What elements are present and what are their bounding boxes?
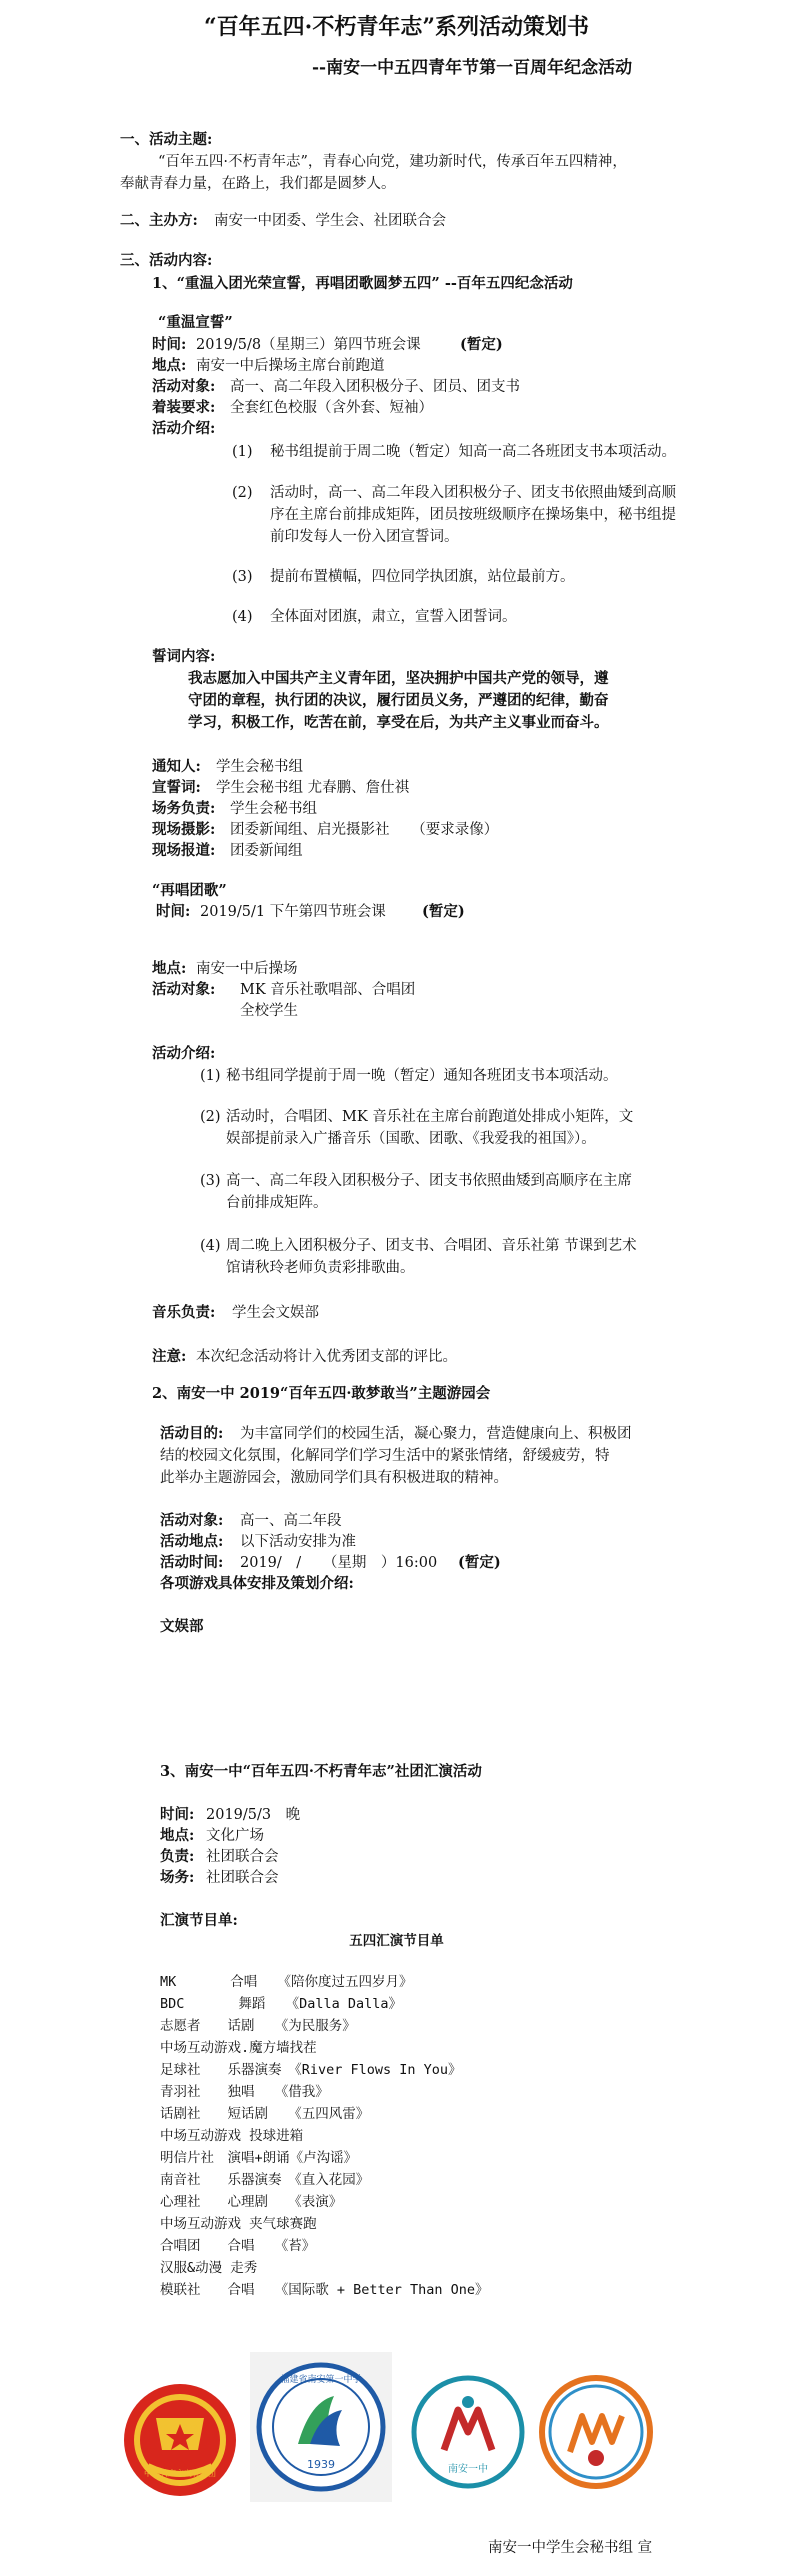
- program-title: 五四汇演节目单: [349, 1933, 444, 1949]
- role-label: 通知人:: [152, 758, 201, 775]
- song-step-num: (2): [200, 1109, 221, 1125]
- song-step-line: 馆请秋玲老师负责彩排歌曲。: [226, 1260, 415, 1276]
- program-item: 青羽社 独唱 《借我》: [160, 2084, 329, 2100]
- oath-place-label: 地点:: [152, 357, 187, 374]
- program-item: 中场互动游戏.魔方墙找茬: [160, 2040, 317, 2056]
- svg-text:福建省南安第一中学: 福建省南安第一中学: [280, 2375, 362, 2385]
- signature: 南安一中学生会秘书组 宣: [488, 2540, 653, 2556]
- song-step-num: (1): [200, 1068, 221, 1084]
- purpose-label: 活动目的:: [160, 1425, 224, 1442]
- purpose-line: 结的校园文化氛围，化解同学们学习生活中的紧张情绪，舒缓疲劳，特: [160, 1448, 610, 1464]
- youth-league-emblem: [118, 2378, 242, 2502]
- part2-time-note: (暂定): [458, 1554, 501, 1571]
- oath-intro-label: 活动介绍:: [152, 420, 216, 437]
- purpose-line: 为丰富同学们的校园生活，凝心聚力，营造健康向上、积极团: [240, 1426, 632, 1442]
- song-time-value: 2019/5/1 下午第四节班会课: [200, 904, 386, 920]
- role-value: 学生会秘书组: [230, 801, 317, 817]
- student-union-emblem: [408, 2372, 528, 2492]
- page-title: “百年五四·不朽青年志”系列活动策划书: [204, 14, 589, 40]
- role-value: 团委新闻组、启光摄影社 （要求录像）: [230, 822, 499, 838]
- oath-step-line: 序在主席台前排成矩阵，团员按班级顺序在操场集中，秘书组提: [270, 507, 676, 523]
- song-heading: “再唱团歌”: [152, 882, 227, 899]
- song-time-note: (暂定): [422, 903, 465, 920]
- theme-label: 一、活动主题:: [120, 131, 213, 148]
- part3-owner-value: 社团联合会: [206, 1849, 279, 1865]
- role-label: 现场摄影:: [152, 821, 216, 838]
- page-subtitle: --南安一中五四青年节第一百周年纪念活动: [312, 58, 633, 78]
- song-target-value: 全校学生: [240, 1003, 298, 1019]
- part3-venue-value: 社团联合会: [206, 1870, 279, 1886]
- oath-place-value: 南安一中后操场主席台前跑道: [196, 358, 385, 374]
- oath-target-label: 活动对象:: [152, 378, 216, 395]
- music-label: 音乐负责:: [152, 1304, 216, 1321]
- note-label: 注意:: [152, 1348, 187, 1365]
- oath-time-label: 时间:: [152, 336, 187, 353]
- purpose-line: 此举办主题游园会，激励同学们具有积极进取的精神。: [160, 1470, 508, 1486]
- part2-target-label: 活动对象:: [160, 1512, 224, 1529]
- oath-time-value: 2019/5/8（星期三）第四节班会课: [196, 337, 421, 353]
- club-union-emblem: [536, 2372, 656, 2492]
- oath-step-line: 前印发每人一份入团宣誓词。: [270, 529, 459, 545]
- oath-time-note: (暂定): [460, 336, 503, 353]
- song-step-num: (3): [200, 1173, 221, 1189]
- program-item: 南音社 乐器演奏 《直入花园》: [160, 2172, 370, 2188]
- school-emblem: [250, 2352, 392, 2502]
- organizer-label: 二、主办方:: [120, 212, 198, 229]
- song-step-num: (4): [200, 1238, 221, 1254]
- pledge-line: 学习，积极工作，吃苦在前，享受在后，为共产主义事业而奋斗。: [188, 714, 609, 731]
- part2-place-value: 以下活动安排为准: [240, 1534, 356, 1550]
- games-label: 各项游戏具体安排及策划介绍:: [160, 1575, 354, 1592]
- dept-label: 文娱部: [160, 1618, 204, 1635]
- oath-target-value: 高一、高二年段入团积极分子、团员、团支书: [230, 379, 520, 395]
- part3-time-value: 2019/5/3 晚: [206, 1807, 301, 1823]
- pledge-line: 我志愿加入中国共产主义青年团，坚决拥护中国共产党的领导，遵: [188, 670, 609, 687]
- oath-step-num: (3): [232, 569, 253, 585]
- part2-time-value: 2019/ / （星期 ）16:00: [240, 1555, 438, 1571]
- program-item: 中场互动游戏 夹气球赛跑: [160, 2216, 317, 2232]
- oath-step-line: 活动时，高一、高二年段入团积极分子、团支书依照曲矮到高顺: [270, 485, 676, 501]
- pledge-label: 誓词内容:: [152, 648, 216, 665]
- oath-step-num: (1): [232, 444, 253, 460]
- oath-dress-label: 着装要求:: [152, 399, 216, 416]
- role-value: 学生会秘书组: [216, 759, 303, 775]
- song-intro-label: 活动介绍:: [152, 1045, 216, 1062]
- program-label: 汇演节目单:: [160, 1912, 238, 1929]
- part3-time-label: 时间:: [160, 1806, 195, 1823]
- part3-place-value: 文化广场: [206, 1828, 264, 1844]
- song-target-label: 活动对象:: [152, 981, 216, 998]
- part2-target-value: 高一、高二年段: [240, 1513, 342, 1529]
- oath-step-num: (2): [232, 485, 253, 501]
- role-label: 宣誓词:: [152, 779, 201, 796]
- music-value: 学生会文娱部: [232, 1305, 319, 1321]
- program-item: 心理社 心理剧 《表演》: [160, 2194, 343, 2210]
- song-target-value: MK 音乐社歌唱部、合唱团: [240, 982, 416, 998]
- song-step-line: 台前排成矩阵。: [226, 1195, 328, 1211]
- oath-step-line: 秘书组提前于周二晚（暂定）知高一高二各班团支书本项活动。: [270, 444, 676, 460]
- content-label: 三、活动内容:: [120, 252, 213, 269]
- oath-step-line: 提前布置横幅，四位同学执团旗，站位最前方。: [270, 569, 575, 585]
- program-item: 足球社 乐器演奏 《River Flows In You》: [160, 2062, 462, 2078]
- oath-dress-value: 全套红色校服（含外套、短袖）: [230, 400, 433, 416]
- part2-time-label: 活动时间:: [160, 1554, 224, 1571]
- part3-place-label: 地点:: [160, 1827, 195, 1844]
- song-step-line: 高一、高二年段入团积极分子、团支书依照曲矮到高顺序在主席: [226, 1173, 632, 1189]
- song-step-line: 娱部提前录入广播音乐（国歌、团歌、《我爱我的祖国》）。: [226, 1131, 596, 1147]
- part3-venue-label: 场务:: [160, 1869, 195, 1886]
- note-value: 本次纪念活动将计入优秀团支部的评比。: [196, 1349, 457, 1365]
- svg-text:中国共产主义青年团: 中国共产主义青年团: [144, 2469, 216, 2478]
- song-step-line: 周二晚上入团积极分子、团支书、合唱团、音乐社第 节课到艺术: [226, 1238, 637, 1254]
- program-item: 汉服&动漫 走秀: [160, 2260, 258, 2276]
- song-place-label: 地点:: [152, 960, 187, 977]
- part2-heading: 2、南安一中 2019“百年五四·敢梦敢当”主题游园会: [152, 1385, 491, 1402]
- part2-place-label: 活动地点:: [160, 1533, 224, 1550]
- role-label: 现场报道:: [152, 842, 216, 859]
- svg-text:1939: 1939: [307, 2458, 335, 2471]
- part3-owner-label: 负责:: [160, 1848, 195, 1865]
- oath-step-line: 全体面对团旗，肃立，宣誓入团誓词。: [270, 609, 517, 625]
- program-item: 中场互动游戏 投球进箱: [160, 2128, 304, 2144]
- role-value: 团委新闻组: [230, 843, 303, 859]
- program-item: 志愿者 话剧 《为民服务》: [160, 2018, 356, 2034]
- part1-heading: 1、“重温入团光荣宣誓，再唱团歌圆梦五四” --百年五四纪念活动: [152, 275, 573, 292]
- organizer-value: 南安一中团委、学生会、社团联合会: [214, 213, 446, 229]
- program-item: 明信片社 演唱+朗诵《卢沟谣》: [160, 2150, 358, 2166]
- program-item: BDC 舞蹈 《Dalla Dalla》: [160, 1996, 403, 2012]
- program-item: 模联社 合唱 《国际歌 + Better Than One》: [160, 2282, 489, 2298]
- song-step-line: 秘书组同学提前于周一晚（暂定）通知各班团支书本项活动。: [226, 1068, 618, 1084]
- song-place-value: 南安一中后操场: [196, 961, 298, 977]
- program-item: 合唱团 合唱 《苔》: [160, 2238, 316, 2254]
- theme-line-1: “百年五四·不朽青年志”，青春心向党，建功新时代，传承百年五四精神，: [158, 154, 627, 170]
- program-item: 话剧社 短话剧 《五四风雷》: [160, 2106, 370, 2122]
- program-item: MK 合唱 《陪你度过五四岁月》: [160, 1974, 413, 1990]
- role-label: 场务负责:: [152, 800, 216, 817]
- oath-heading: “重温宣誓”: [158, 314, 233, 331]
- theme-line-2: 奉献青春力量，在路上，我们都是圆梦人。: [120, 176, 396, 192]
- oath-step-num: (4): [232, 609, 253, 625]
- svg-text:南安一中: 南安一中: [448, 2464, 488, 2475]
- part3-heading: 3、南安一中“百年五四·不朽青年志”社团汇演活动: [160, 1763, 482, 1780]
- song-step-line: 活动时，合唱团、MK 音乐社在主席台前跑道处排成小矩阵，文: [226, 1109, 634, 1125]
- pledge-line: 守团的章程，执行团的决议，履行团员义务，严遵团的纪律，勤奋: [188, 692, 609, 709]
- role-value: 学生会秘书组 尤春鹏、詹仕祺: [216, 780, 410, 796]
- song-time-label: 时间:: [156, 903, 191, 920]
